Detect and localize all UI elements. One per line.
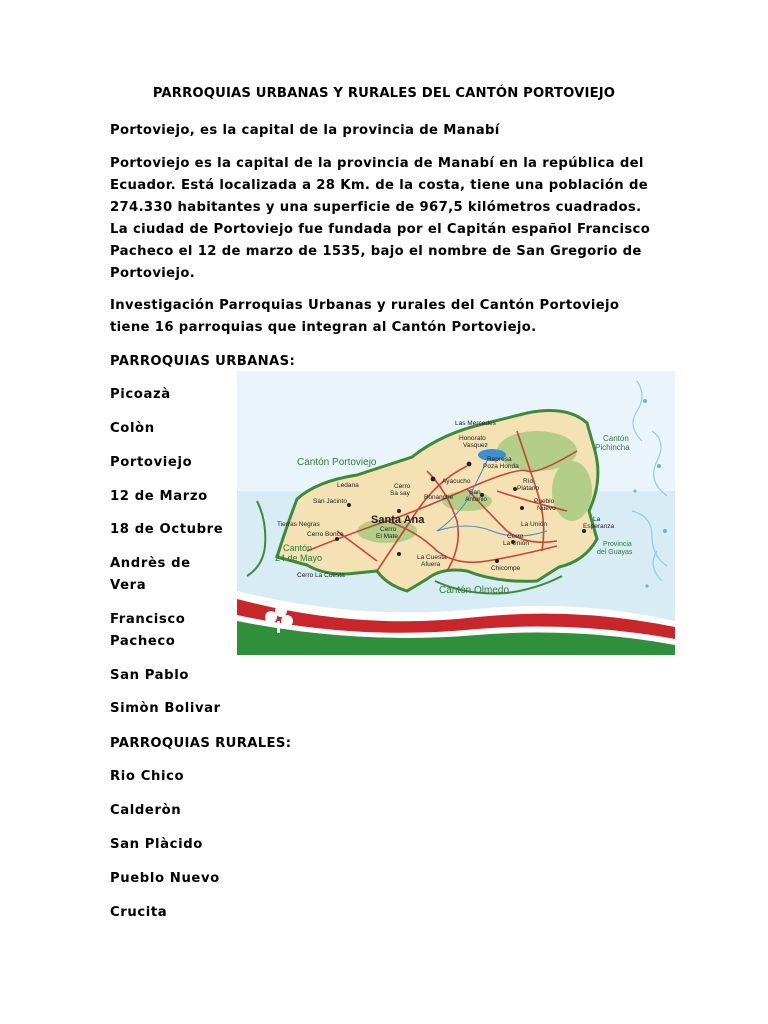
intro-paragraph: Portoviejo, es la capital de la provincia de Manabí xyxy=(110,123,500,138)
label-cerro-la-cuesta: Cerro La Cuesta xyxy=(297,572,345,579)
description-line: La ciudad de Portoviejo fue fundada por el Capitán español Francisco xyxy=(110,222,651,237)
description-line: 274.330 habitantes y una superficie de 967,5 kilómetros cuadrados. xyxy=(110,200,642,215)
investigation-line: tiene 16 parroquias que integran al Cantón Portoviejo. xyxy=(110,320,537,335)
urban-parish-item: Colòn xyxy=(110,421,155,436)
label-canton-24-mayo: Cantón 24 de Mayo xyxy=(275,543,323,563)
urban-parish-line: Francisco xyxy=(110,612,186,627)
investigation-paragraph xyxy=(110,295,662,339)
label-tierras-negras: Tierras Negras xyxy=(277,521,320,528)
urban-parish-item: Simòn Bolivar xyxy=(110,701,221,716)
label-ayacucho: Ayacucho xyxy=(442,478,471,485)
label-cerro-bonce: Cerro Bonce xyxy=(307,531,344,538)
label-la-esperanza: La Esperanza xyxy=(583,516,615,530)
urban-parishes-heading: PARROQUIAS URBANAS: xyxy=(110,354,296,369)
urban-parish-item: 12 de Marzo xyxy=(110,489,208,504)
investigation-line: Investigación Parroquias Urbanas y rurales del Cantón Portoviejo xyxy=(110,298,620,313)
label-cerro-el-mate: Cerro El Mate xyxy=(376,526,399,540)
label-canton-olmedo: Cantón Olmedo xyxy=(439,585,510,596)
rural-parish-item: Pueblo Nuevo xyxy=(110,871,220,886)
label-chicompe: Chicompe xyxy=(491,565,521,572)
label-la-union: La Unión xyxy=(521,521,548,528)
description-line: Portoviejo. xyxy=(110,266,196,281)
label-san-jacinto: San Jacinto xyxy=(313,498,347,505)
label-honorato-vasquez: Honorato Vasquez xyxy=(459,435,488,449)
rural-parish-item: Rio Chico xyxy=(110,769,185,784)
label-canton-portoviejo: Cantón Portoviejo xyxy=(297,457,377,468)
rural-parish-item: San Plàcido xyxy=(110,837,203,852)
document-title: PARROQUIAS URBANAS Y RURALES DEL CANTÓN PORTOVIEJO xyxy=(152,86,616,101)
urban-parish-line: Andrès de xyxy=(110,556,191,571)
label-santa-ana: Santa Ana xyxy=(371,514,425,526)
description-line: Portoviejo es la capital de la provincia de Manabí en la república del xyxy=(110,156,644,171)
rural-parish-item: Crucita xyxy=(110,905,168,920)
label-las-mercedes: Las Mercedes xyxy=(455,420,496,427)
urban-parish-item: Portoviejo xyxy=(110,455,193,470)
label-ledana: Ledana xyxy=(337,482,359,489)
urban-parish-item xyxy=(110,609,230,653)
description-paragraph xyxy=(110,153,662,285)
urban-parish-item: 18 de Octubre xyxy=(110,522,224,537)
label-canton-pichincha: Cantón Pichincha xyxy=(595,434,630,452)
rural-parish-item: Calderòn xyxy=(110,803,182,818)
canton-map xyxy=(237,371,675,655)
description-line: Ecuador. Está localizada a 28 Km. de la costa, tiene una población de xyxy=(110,178,649,193)
label-rio-platano: Río Plátano xyxy=(517,478,540,492)
urban-parish-item: Picoazà xyxy=(110,387,171,402)
rural-parishes-heading: PARROQUIAS RURALES: xyxy=(110,736,292,751)
label-bonanche: Bonanche xyxy=(424,494,454,501)
label-represa-poza-honda: Represa Poza Honda xyxy=(483,456,519,470)
description-line: Pacheco el 12 de marzo de 1535, bajo el nombre de San Gregorio de xyxy=(110,244,642,259)
label-provincia-guayas: Provincia del Guayas xyxy=(597,541,633,556)
urban-parish-line: Vera xyxy=(110,578,147,593)
urban-parish-line: Pacheco xyxy=(110,634,176,649)
label-cerro-sasay: Cerro Sa say xyxy=(390,483,411,497)
label-san-antonio: San Antonio xyxy=(465,489,488,503)
label-pueblo-nuevo: Pueblo Nuevo xyxy=(534,498,556,512)
label-cerro-la-union: Cerro La Unión xyxy=(503,533,530,547)
urban-parish-item xyxy=(110,553,230,597)
urban-parish-item: San Pablo xyxy=(110,668,190,683)
label-la-cuesta-afuera: La Cuesta Afuera xyxy=(417,554,447,568)
